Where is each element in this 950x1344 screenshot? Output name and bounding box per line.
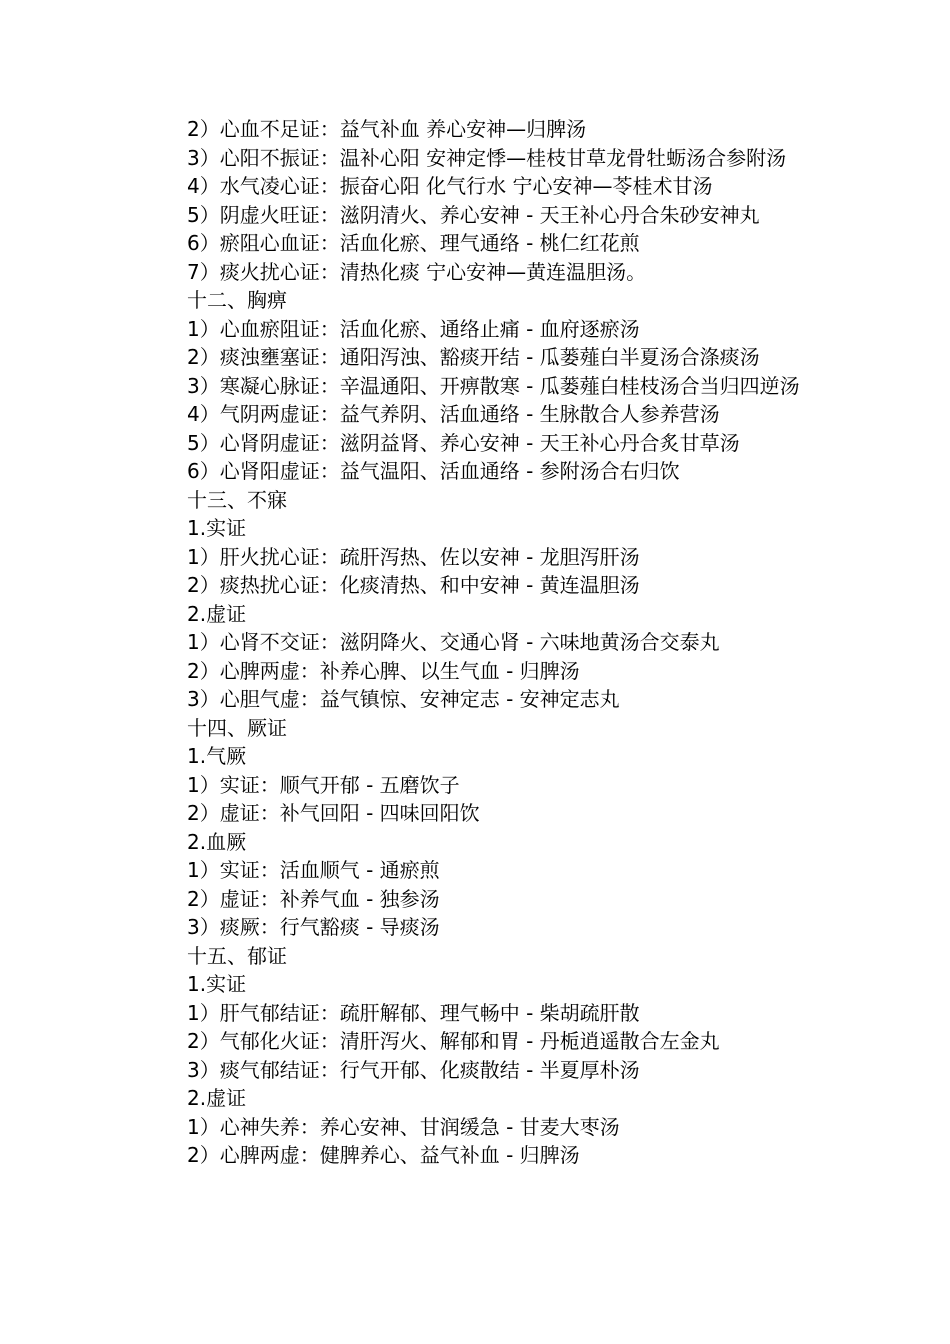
text-line: 1）肝气郁结证：疏肝解郁、理气畅中 - 柴胡疏肝散 xyxy=(187,1000,640,1025)
subsection-heading: 1.实证 xyxy=(187,516,247,540)
text-line: 3）寒凝心脉证：辛温通阳、开痹散寒 - 瓜蒌薤白桂枝汤合当归四逆汤 xyxy=(187,373,800,398)
text-line: 3）心胆气虚：益气镇惊、安神定志 - 安神定志丸 xyxy=(187,687,620,711)
text-line: 2）痰热扰心证：化痰清热、和中安神 - 黄连温胆汤 xyxy=(187,573,640,597)
text-line: 5）心肾阴虚证：滋阴益肾、养心安神 - 天王补心丹合炙甘草汤 xyxy=(187,430,740,455)
section-heading: 十五、郁证 xyxy=(187,943,287,968)
text-line: 3）痰气郁结证：行气开郁、化痰散结 - 半夏厚朴汤 xyxy=(187,1057,640,1082)
subsection-heading: 1.实证 xyxy=(187,972,247,996)
subsection-heading: 2.虚证 xyxy=(187,1086,247,1110)
text-line: 1）心血瘀阻证：活血化瘀、通络止痛 - 血府逐瘀汤 xyxy=(187,316,640,341)
text-line: 4）气阴两虚证：益气养阴、活血通络 - 生脉散合人参养营汤 xyxy=(187,402,720,426)
text-line: 2）心脾两虚：健脾养心、益气补血 - 归脾汤 xyxy=(187,1143,580,1167)
text-line: 2）虚证：补养气血 - 独参汤 xyxy=(187,886,440,911)
subsection-heading: 2.血厥 xyxy=(187,829,247,854)
text-line: 2）气郁化火证：清肝泻火、解郁和胃 - 丹栀逍遥散合左金丸 xyxy=(187,1029,720,1053)
text-line: 6）瘀阻心血证：活血化瘀、理气通络 - 桃仁红花煎 xyxy=(187,231,640,255)
text-line: 1）实证：活血顺气 - 通瘀煎 xyxy=(187,858,440,882)
text-line: 2）心脾两虚：补养心脾、以生气血 - 归脾汤 xyxy=(187,658,580,683)
text-line: 6）心肾阳虚证：益气温阳、活血通络 - 参附汤合右归饮 xyxy=(187,459,680,483)
text-line: 1）心神失养：养心安神、甘润缓急 - 甘麦大枣汤 xyxy=(187,1114,620,1139)
text-line: 1）肝火扰心证：疏肝泻热、佐以安神 - 龙胆泻肝汤 xyxy=(187,544,640,569)
text-line: 5）阴虚火旺证：滋阴清火、养心安神 - 天王补心丹合朱砂安神丸 xyxy=(187,202,760,227)
text-line: 3）痰厥：行气豁痰 - 导痰汤 xyxy=(187,915,440,939)
text-line: 4）水气凌心证：振奋心阳 化气行水 宁心安神—苓桂术甘汤 xyxy=(187,174,713,198)
text-line: 2）痰浊壅塞证：通阳泻浊、豁痰开结 - 瓜蒌薤白半夏汤合涤痰汤 xyxy=(187,345,760,369)
subsection-heading: 2.虚证 xyxy=(187,601,247,626)
document-body xyxy=(143,115,813,1170)
section-heading: 十二、胸痹 xyxy=(187,288,287,312)
text-line: 2）心血不足证：益气补血 养心安神—归脾汤 xyxy=(187,117,587,141)
text-line: 3）心阳不振证：温补心阳 安神定悸—桂枝甘草龙骨牡蛎汤合参附汤 xyxy=(187,145,787,170)
text-line: 1）心肾不交证：滋阴降火、交通心肾 - 六味地黄汤合交泰丸 xyxy=(187,630,720,654)
text-line: 2）虚证：补气回阳 - 四味回阳饮 xyxy=(187,801,480,825)
section-heading: 十三、不寐 xyxy=(187,487,287,512)
subsection-heading: 1.气厥 xyxy=(187,744,247,768)
text-line: 7）痰火扰心证：清热化痰 宁心安神—黄连温胆汤。 xyxy=(187,259,647,284)
text-line: 1）实证：顺气开郁 - 五磨饮子 xyxy=(187,772,460,797)
section-heading: 十四、厥证 xyxy=(187,715,287,740)
